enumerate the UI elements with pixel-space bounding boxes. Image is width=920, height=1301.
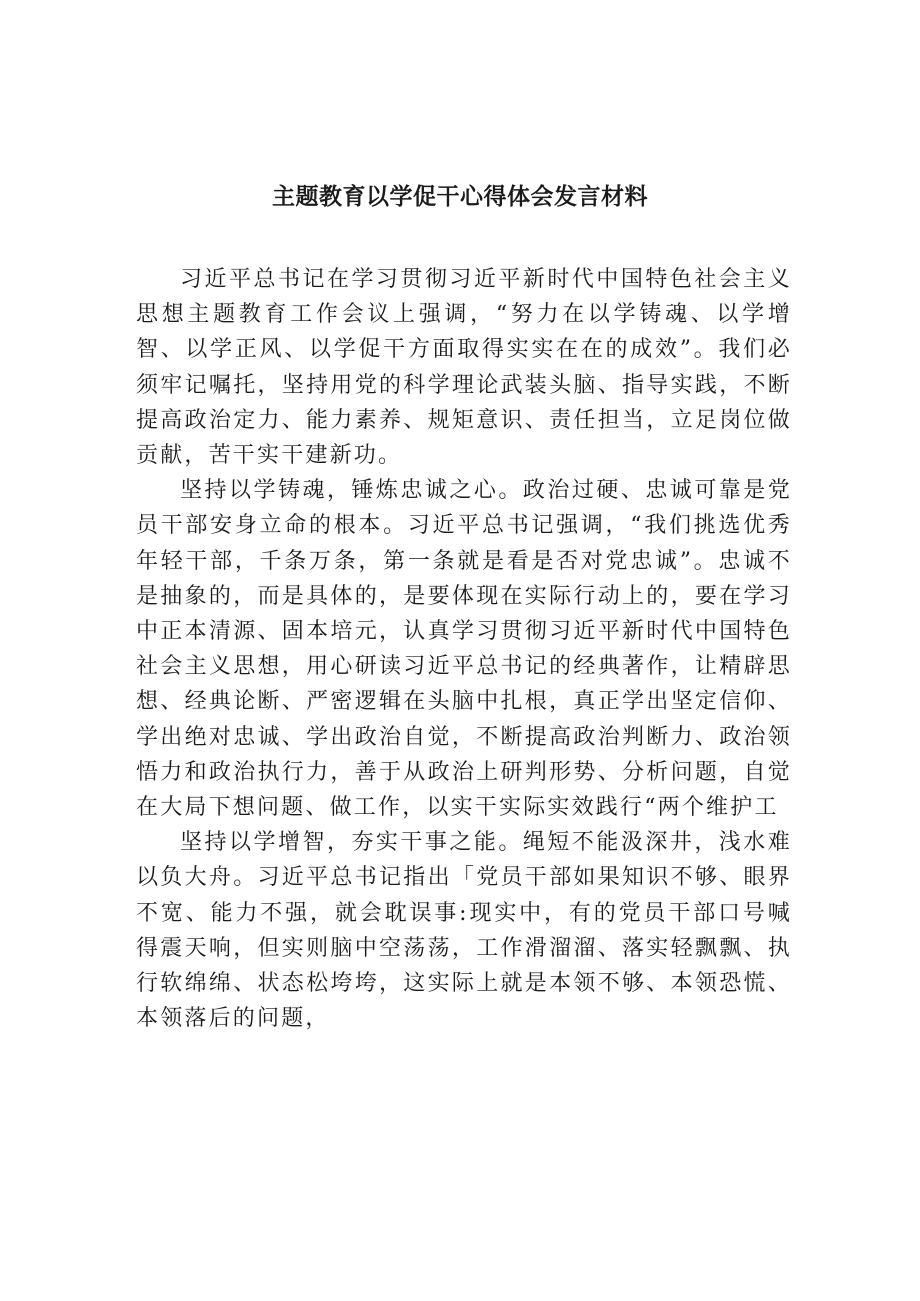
paragraph-loyalty: 坚持以学铸魂，锤炼忠诚之心。政治过硬、忠诚可靠是党员干部安身立命的根本。习近平总书记强调，“我们挑选优秀年轻干部，千条万条，第一条就是看是否对党忠诚”。忠诚不是抽象的，而是具体的，是要体现在实际行动上的，要在学习中正本清源、固本培元，认真学习贯彻习近平新时代中国特色社会主义思想，用心研读习近平总书记的经典著作，让精辟思想、经典论断、严密逻辑在头脑中扎根，真正学出坚定信仰、学出绝对忠诚、学出政治自觉，不断提高政治判断力、政治领悟力和政治执行力，善于从政治上研判形势、分析问题，自觉在大局下想问题、做工作，以实干实际实效践行“两个维护工 (136, 478, 792, 821)
document-title: 主题教育以学促干心得体会发言材料 (272, 184, 648, 210)
document-body (136, 262, 792, 1036)
paragraph-intro: 习近平总书记在学习贯彻习近平新时代中国特色社会主义思想主题教育工作会议上强调，“努力在以学铸魂、以学增智、以学正风、以学促干方面取得实实在在的成效”。我们必须牢记嘱托，坚持用党的科学理论武装头脑、指导实践，不断提高政治定力、能力素养、规矩意识、责任担当，立足岗位做贡献，苦干实干建新功。 (136, 267, 792, 469)
paragraph-ability: 坚持以学增智，夯实干事之能。绳短不能汲深井，浅水难以负大舟。习近平总书记指出「党员干部如果知识不够、眼界不宽、能力不强，就会耽误事:现实中，有的党员干部口号喊得震天响，但实则脑中空荡荡，工作滑溜溜、落实轻飘飘、执行软绵绵、状态松垮垮，这实际上就是本领不够、本领恐慌、本领落后的问题， (136, 830, 792, 1032)
